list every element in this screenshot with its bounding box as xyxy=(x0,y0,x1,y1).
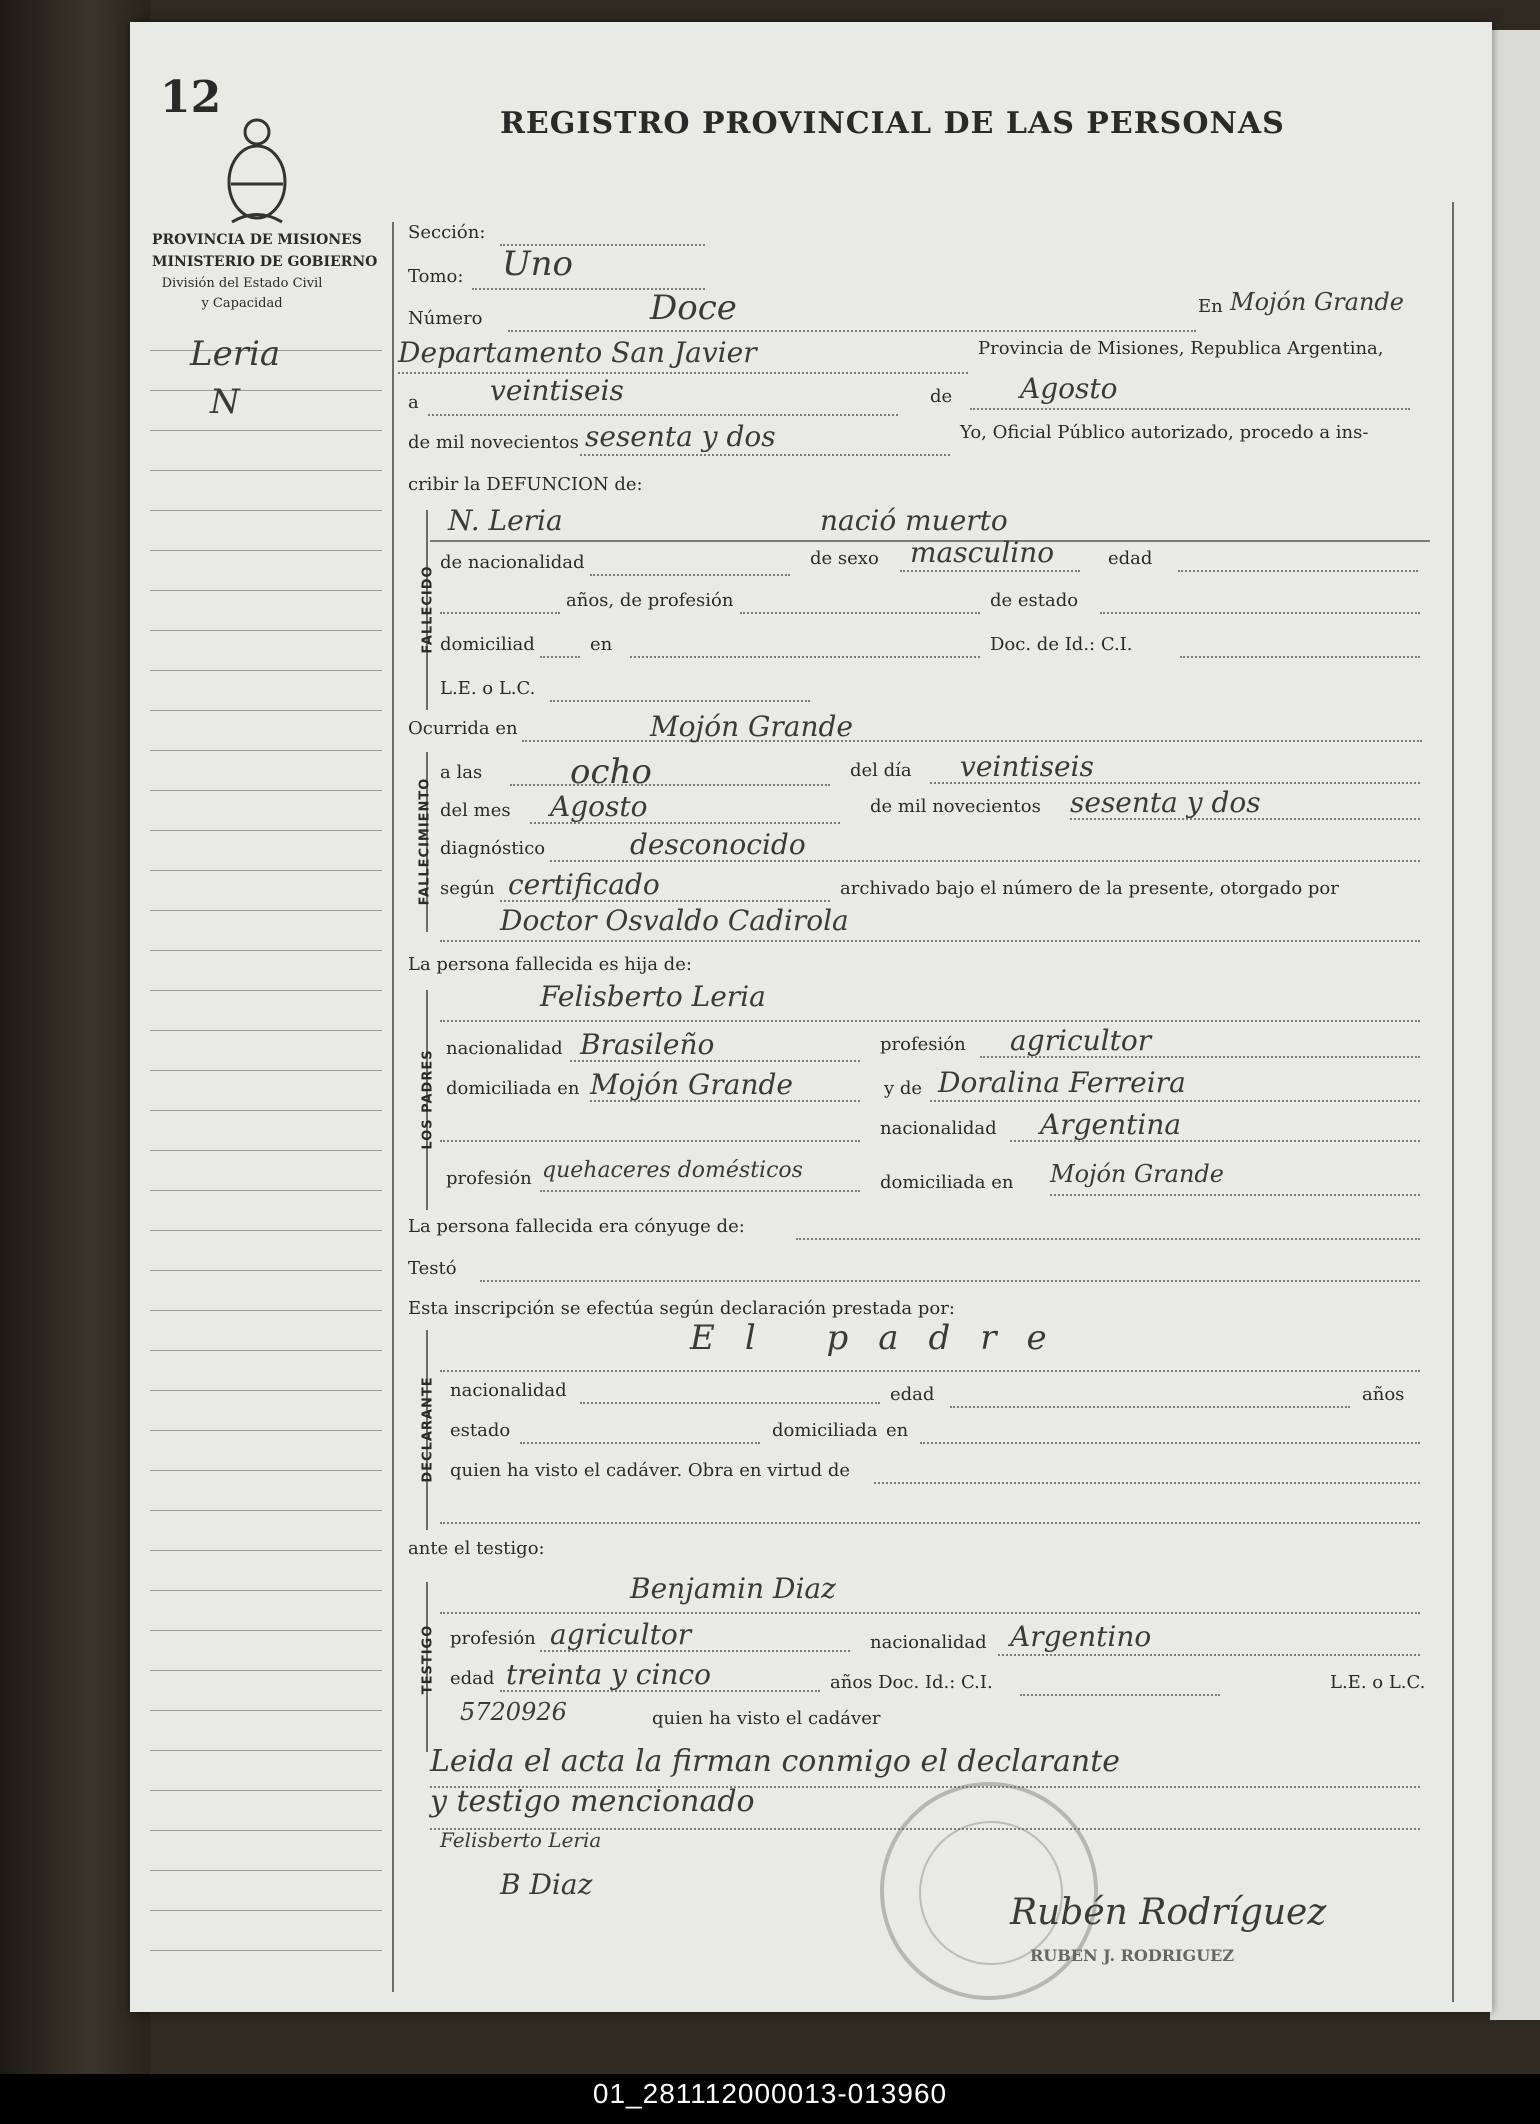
form-border xyxy=(392,222,394,1992)
value-padre-dom: Mojón Grande xyxy=(590,1068,793,1101)
value-t-ci: 5720926 xyxy=(460,1698,567,1726)
label-domiciliada-madre: domiciliada en xyxy=(880,1172,1014,1193)
label-profesion-madre: profesión xyxy=(446,1168,532,1189)
side-label-fallecimiento: FALLECIMIENTO xyxy=(417,777,433,906)
header-division: División del Estado Civil xyxy=(161,276,323,291)
label-d-edad: edad xyxy=(890,1384,935,1405)
label-nacionalidad-padre: nacionalidad xyxy=(446,1038,563,1059)
label-declaracion: Esta inscripción se efectúa según declaración prestada por: xyxy=(408,1298,955,1319)
label-anos-profesion: años, de profesión xyxy=(566,590,734,611)
label-profesion-padre: profesión xyxy=(880,1034,966,1055)
value-hora: ocho xyxy=(570,752,652,792)
value-padre-prof: agricultor xyxy=(1010,1024,1152,1057)
label-seccion: Sección: xyxy=(408,222,486,243)
side-label-testigo: TESTIGO xyxy=(420,1624,436,1695)
signature-official: Rubén Rodríguez xyxy=(1010,1892,1327,1933)
label-archivado: archivado bajo el número de la presente, otorgado por xyxy=(840,878,1339,899)
label-de-nacionalidad: de nacionalidad xyxy=(440,552,585,573)
value-padre: Felisberto Leria xyxy=(540,980,766,1013)
label-a-las: a las xyxy=(440,762,483,783)
value-madre-prof: quehaceres domésticos xyxy=(542,1158,803,1183)
label-en: En xyxy=(1198,296,1223,317)
coat-of-arms-icon xyxy=(222,112,292,232)
label-ante-testigo: ante el testigo: xyxy=(408,1538,545,1559)
value-t-profesion: agricultor xyxy=(550,1618,692,1651)
value-tomo: Uno xyxy=(502,244,574,284)
value-madre-dom: Mojón Grande xyxy=(1050,1160,1224,1188)
label-de-estado: de estado xyxy=(990,590,1079,611)
value-nacio: nació muerto xyxy=(820,504,1008,537)
label-conyuge: La persona fallecida era cónyuge de: xyxy=(408,1216,745,1237)
value-anio: sesenta y dos xyxy=(585,420,776,453)
adjacent-page xyxy=(1490,30,1540,2020)
value-t-edad: treinta y cinco xyxy=(506,1658,711,1691)
side-label-fallecido: FALLECIDO xyxy=(420,565,436,654)
header-province: PROVINCIA DE MISIONES xyxy=(152,232,362,248)
value-diagnostico: desconocido xyxy=(630,828,806,861)
label-doc-id: Doc. de Id.: C.I. xyxy=(990,634,1133,655)
label-y-de: y de xyxy=(884,1078,923,1099)
label-t-edad: edad xyxy=(450,1668,495,1689)
page-title: REGISTRO PROVINCIAL DE LAS PERSONAS xyxy=(500,106,1285,141)
value-leida1: Leida el acta la firman conmigo el declarante xyxy=(430,1744,1121,1779)
label-del-mes: del mes xyxy=(440,800,511,821)
value-t-nacionalidad: Argentino xyxy=(1010,1620,1152,1653)
label-t-nacionalidad: nacionalidad xyxy=(870,1632,987,1653)
value-departamento: Departamento San Javier xyxy=(398,336,757,369)
label-de: de xyxy=(930,386,953,407)
label-cribir: cribir la DEFUNCION de: xyxy=(408,474,643,495)
side-label-declarante: DECLARANTE xyxy=(420,1376,436,1483)
signature-diaz: B Diaz xyxy=(500,1868,593,1901)
value-declarante: El padre xyxy=(690,1318,1077,1358)
official-name-stamp: RUBEN J. RODRIGUEZ xyxy=(1030,1946,1235,1965)
label-nacionalidad-madre: nacionalidad xyxy=(880,1118,997,1139)
label-tomo: Tomo: xyxy=(408,266,464,287)
label-a: a xyxy=(408,392,419,413)
binder-spine xyxy=(0,0,150,2074)
value-madre: Doralina Ferreira xyxy=(938,1066,1186,1099)
value-numero: Doce xyxy=(650,288,737,328)
label-domiciliada-padre: domiciliada en xyxy=(446,1078,580,1099)
label-testo: Testó xyxy=(408,1258,457,1279)
label-en2: en xyxy=(590,634,613,655)
form-border-right xyxy=(1452,202,1454,2002)
value-ocurrida: Mojón Grande xyxy=(650,710,853,743)
document-page xyxy=(130,22,1492,2012)
page-number: 12 xyxy=(160,72,222,123)
label-del-dia: del día xyxy=(850,760,912,781)
label-ocurrida: Ocurrida en xyxy=(408,718,518,739)
label-yo-oficial: Yo, Oficial Público autorizado, procedo a ins- xyxy=(960,422,1369,443)
label-segun: según xyxy=(440,878,495,899)
header-capacity: y Capacidad xyxy=(201,296,283,311)
value-testigo: Benjamin Diaz xyxy=(630,1572,836,1605)
value-lugar: Mojón Grande xyxy=(1230,288,1404,316)
value-dia2: veintiseis xyxy=(960,750,1094,783)
official-seal xyxy=(880,1782,1098,2000)
label-domiciliad: domiciliad xyxy=(440,634,535,655)
label-d-nacionalidad: nacionalidad xyxy=(450,1380,567,1401)
label-de-sexo: de sexo xyxy=(810,548,879,569)
label-t-visto: quien ha visto el cadáver xyxy=(652,1708,881,1729)
signature-felisberto: Felisberto Leria xyxy=(440,1828,602,1852)
label-t-anos-doc: años Doc. Id.: C.I. xyxy=(830,1672,993,1693)
label-t-le-lc: L.E. o L.C. xyxy=(1330,1672,1426,1693)
value-leida2: y testigo mencionado xyxy=(430,1784,755,1819)
label-edad: edad xyxy=(1108,548,1153,569)
margin-note-initial: N xyxy=(210,382,240,422)
value-dia: veintiseis xyxy=(490,374,624,407)
label-d-domiciliada: domiciliada xyxy=(772,1420,878,1441)
label-de-mil2: de mil novecientos xyxy=(870,796,1041,817)
label-d-visto: quien ha visto el cadáver. Obra en virtud de xyxy=(450,1460,851,1481)
value-mes: Agosto xyxy=(1020,372,1118,405)
value-mes2: Agosto xyxy=(550,790,648,823)
label-d-estado: estado xyxy=(450,1420,511,1441)
header-ministry: MINISTERIO DE GOBIERNO xyxy=(152,254,378,270)
label-numero: Número xyxy=(408,308,483,329)
side-label-padres: LOS PADRES xyxy=(420,1049,436,1150)
value-anio2: sesenta y dos xyxy=(1070,786,1261,819)
image-caption: 01_281112000013-013960 xyxy=(592,2078,948,2109)
value-madre-nac: Argentina xyxy=(1040,1108,1182,1141)
label-le-lc: L.E. o L.C. xyxy=(440,678,536,699)
label-t-profesion: profesión xyxy=(450,1628,536,1649)
label-hija-de: La persona fallecida es hija de: xyxy=(408,954,692,975)
label-d-en: en xyxy=(886,1420,909,1441)
value-nombre: N. Leria xyxy=(448,504,563,537)
label-provincia: Provincia de Misiones, Republica Argentina, xyxy=(978,338,1384,359)
label-d-anos: años xyxy=(1362,1384,1405,1405)
label-diagnostico: diagnóstico xyxy=(440,838,546,859)
label-de-mil: de mil novecientos xyxy=(408,432,579,453)
value-padre-nac: Brasileño xyxy=(580,1028,715,1061)
value-sexo: masculino xyxy=(910,536,1055,569)
value-segun: certificado xyxy=(508,868,660,901)
value-doctor: Doctor Osvaldo Cadirola xyxy=(500,904,849,937)
margin-note-surname: Leria xyxy=(190,334,281,374)
